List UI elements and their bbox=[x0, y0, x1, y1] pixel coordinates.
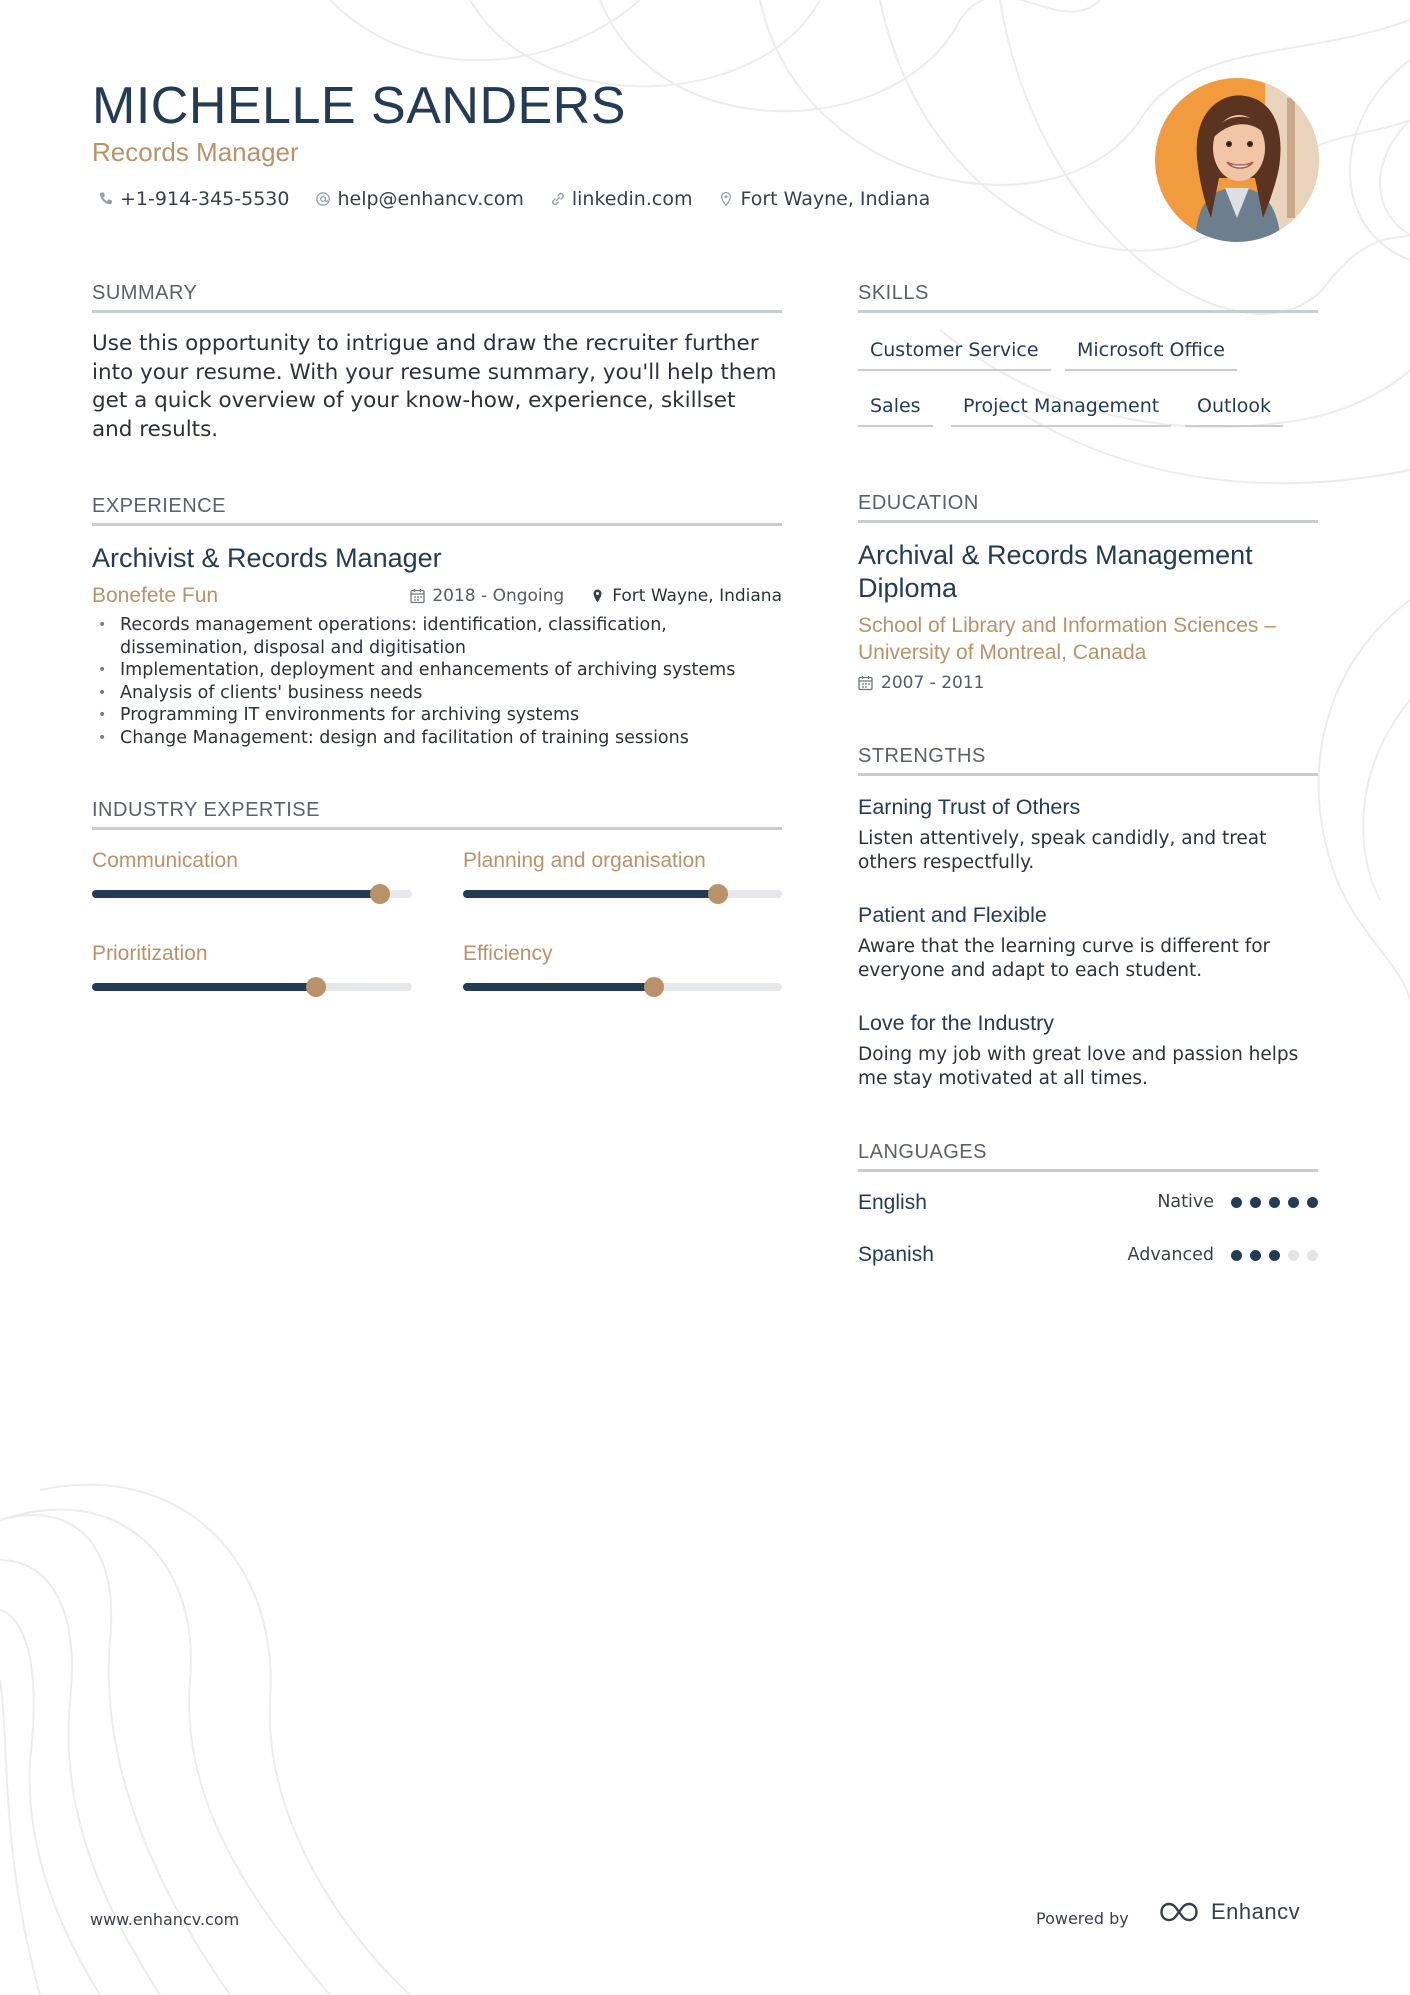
proficiency-dot bbox=[1231, 1197, 1242, 1208]
linkedin-text: linkedin.com bbox=[571, 188, 693, 210]
contact-phone[interactable] bbox=[98, 188, 289, 210]
job-meta bbox=[410, 586, 782, 606]
powered-by-label: Powered by bbox=[1036, 1909, 1129, 1928]
list-item: • Analysis of clients' business needs bbox=[98, 682, 788, 705]
location-text: Fort Wayne, Indiana bbox=[740, 188, 931, 210]
language-name: English bbox=[858, 1191, 927, 1214]
proficiency-dot bbox=[1288, 1250, 1299, 1261]
proficiency-dot bbox=[1269, 1250, 1280, 1261]
language-name: Spanish bbox=[858, 1243, 934, 1266]
list-item: • Implementation, deployment and enhancements of archiving systems bbox=[98, 659, 788, 682]
job-location-text: Fort Wayne, Indiana bbox=[612, 586, 782, 606]
expertise-label: Communication bbox=[92, 849, 238, 872]
strengths-heading: STRENGTHS bbox=[858, 745, 1318, 776]
strength-title: Patient and Flexible bbox=[858, 903, 1047, 927]
link-icon bbox=[550, 191, 566, 207]
contact-email[interactable] bbox=[315, 188, 523, 210]
expertise-bar-fill bbox=[463, 890, 718, 898]
at-icon bbox=[315, 191, 331, 207]
language-dots bbox=[1231, 1197, 1318, 1208]
expertise-bar-fill bbox=[92, 890, 380, 898]
profile-photo bbox=[1155, 78, 1319, 242]
contact-location bbox=[718, 188, 930, 210]
candidate-name: MICHELLE SANDERS bbox=[92, 77, 626, 135]
strength-desc: Aware that the learning curve is different for everyone and adapt to each student. bbox=[858, 936, 1271, 981]
expertise-bar-fill bbox=[463, 983, 654, 991]
languages-heading: LANGUAGES bbox=[858, 1141, 1318, 1172]
skill-tag: Project Management bbox=[951, 395, 1171, 427]
experience-heading: EXPERIENCE bbox=[92, 495, 782, 526]
phone-icon bbox=[98, 191, 114, 207]
portrait-illustration bbox=[1155, 78, 1319, 242]
skills-heading: SKILLS bbox=[858, 282, 1318, 313]
skill-tag: Outlook bbox=[1185, 395, 1283, 427]
expertise-bar-fill bbox=[92, 983, 316, 991]
skill-tag: Customer Service bbox=[858, 339, 1051, 371]
list-item: • Change Management: design and facilitation of training sessions bbox=[98, 727, 788, 750]
expertise-label: Efficiency bbox=[463, 942, 553, 965]
education-school: School of Library and Information Sciences – University of Montreal, Canada bbox=[858, 614, 1276, 664]
calendar-icon bbox=[858, 675, 873, 691]
expertise-label: Prioritization bbox=[92, 942, 208, 965]
summary-heading: SUMMARY bbox=[92, 282, 782, 313]
brand-name: Enhancv bbox=[1211, 1899, 1301, 1924]
strength-desc: Listen attentively, speak candidly, and treat others respectfully. bbox=[858, 828, 1267, 873]
job-title: Archivist & Records Manager bbox=[92, 543, 442, 573]
education-dates bbox=[858, 673, 984, 693]
job-location bbox=[590, 586, 782, 606]
expertise-label: Planning and organisation bbox=[463, 849, 706, 872]
footer-url[interactable]: www.enhancv.com bbox=[90, 1910, 240, 1929]
expertise-bar bbox=[92, 983, 412, 991]
expertise-bar-knob bbox=[644, 977, 664, 997]
language-level: Native bbox=[1157, 1192, 1214, 1212]
skill-tag: Microsoft Office bbox=[1065, 339, 1237, 371]
job-dates-text: 2018 - Ongoing bbox=[432, 586, 565, 606]
education-heading: EDUCATION bbox=[858, 492, 1318, 523]
language-level: Advanced bbox=[1127, 1245, 1214, 1265]
brand-logo[interactable] bbox=[1155, 1899, 1300, 1925]
contact-linkedin[interactable] bbox=[550, 188, 693, 210]
proficiency-dot bbox=[1307, 1250, 1318, 1261]
expertise-bar bbox=[92, 890, 412, 898]
strength-desc: Doing my job with great love and passion helps me stay motivated at all times. bbox=[858, 1044, 1299, 1089]
calendar-icon bbox=[410, 588, 425, 604]
location-pin-icon bbox=[590, 588, 605, 604]
list-item: • Programming IT environments for archiving systems bbox=[98, 704, 788, 727]
skill-tag: Sales bbox=[858, 395, 933, 427]
list-item: • Records management operations: identification, classification, dissemination, disposal and digitisation bbox=[98, 614, 788, 659]
education-dates-text: 2007 - 2011 bbox=[881, 673, 985, 693]
strength-title: Love for the Industry bbox=[858, 1011, 1054, 1035]
job-company: Bonefete Fun bbox=[92, 584, 219, 607]
email-text: help@enhancv.com bbox=[337, 188, 524, 210]
candidate-title: Records Manager bbox=[92, 137, 299, 167]
enhancv-logo-icon bbox=[1155, 1899, 1201, 1925]
strength-title: Earning Trust of Others bbox=[858, 795, 1081, 819]
job-bullets bbox=[98, 614, 788, 749]
proficiency-dot bbox=[1231, 1250, 1242, 1261]
proficiency-dot bbox=[1288, 1197, 1299, 1208]
location-pin-icon bbox=[718, 191, 734, 207]
proficiency-dot bbox=[1269, 1197, 1280, 1208]
expertise-bar bbox=[463, 983, 782, 991]
phone-text: +1-914-345-5530 bbox=[120, 188, 290, 210]
expertise-bar-knob bbox=[370, 884, 390, 904]
expertise-bar bbox=[463, 890, 782, 898]
proficiency-dot bbox=[1307, 1197, 1318, 1208]
expertise-bar-knob bbox=[306, 977, 326, 997]
summary-text: Use this opportunity to intrigue and draw the recruiter further into your resume. With your resume summary, you'll help them get a quick overview of your know-how, experience, skillset and results. bbox=[92, 331, 777, 442]
education-degree: Archival & Records Management Diploma bbox=[858, 540, 1253, 603]
job-dates bbox=[410, 586, 564, 606]
contact-bar bbox=[98, 188, 930, 210]
language-dots bbox=[1231, 1250, 1318, 1261]
expertise-heading: INDUSTRY EXPERTISE bbox=[92, 799, 782, 830]
proficiency-dot bbox=[1250, 1197, 1261, 1208]
proficiency-dot bbox=[1250, 1250, 1261, 1261]
expertise-bar-knob bbox=[708, 884, 728, 904]
